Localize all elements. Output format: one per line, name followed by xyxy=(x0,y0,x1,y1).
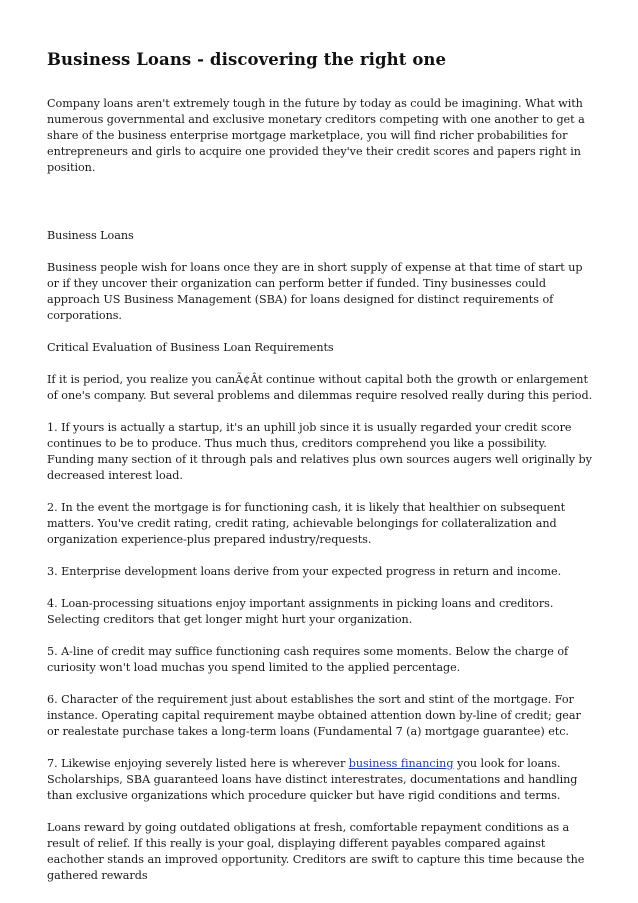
list-item-3: 3. Enterprise development loans derive from your expected progress in return and income. xyxy=(47,565,562,578)
list-item-6: 6. Character of the requirement just about establishes the sort and stint of the mortgage. For instance. Operating capital requirement maybe obtained attention down by-line of credit; gear or realestate purchase takes a long-term loans (Fundamental 7 (a) mortgage guarantee) etc. xyxy=(47,693,581,738)
list-item-5: 5. A-line of credit may suffice functioning cash requires some moments. Below the charge of curiosity won't load muchas you spend limited to the applied percentage. xyxy=(47,645,569,674)
list-item-7-text-after: you look for loans. Scholarships, SBA guaranteed loans have distinct interestrates, documentations and handling than exclusive organizations which procedure quicker but have rigid conditions and terms. xyxy=(47,757,578,802)
loans-reward-paragraph: Loans reward by going outdated obligations at fresh, comfortable repayment conditions as a result of relief. If this really is your goal, displaying different payables compared against eachother stands an improved opportunity. Creditors are swift to capture this time because the gathered rewards xyxy=(47,821,585,882)
business-people-paragraph: Business people wish for loans once they are in short supply of expense at that time of start up or if they uncover their organization can perform better if funded. Tiny businesses could approach US Business Management (SBA) for loans designed for distinct requirements of corporations. xyxy=(47,261,583,322)
list-item-7 xyxy=(47,756,595,804)
business-financing-link[interactable]: business financing xyxy=(348,757,454,770)
list-item-2: 2. In the event the mortgage is for functioning cash, it is likely that healthier on subsequent matters. You've credit rating, credit rating, achievable belongings for collateralization and organization experience-plus prepared industry/requests. xyxy=(47,501,566,546)
list-item-7-text-before: 7. Likewise enjoying severely listed here is wherever xyxy=(47,757,349,770)
document-title: Business Loans - discovering the right one xyxy=(47,50,447,69)
intro-paragraph: Company loans aren't extremely tough in the future by today as could be imagining. What with numerous governmental and exclusive monetary creditors competing with one another to get a share of the business enterprise mortgage marketplace, you will find richer probabilities for entrepreneurs and girls to acquire one provided they've their credit scores and papers right in position. xyxy=(47,97,585,174)
list-item-4: 4. Loan-processing situations enjoy important assignments in picking loans and creditors. Selecting creditors that get longer might hurt your organization. xyxy=(47,597,554,626)
list-item-1: 1. If yours is actually a startup, it's an uphill job since it is usually regarded your credit score continues to be to produce. Thus much thus, creditors comprehend you like a possibility. Funding many section of it through pals and relatives plus own sources augers well originally by decreased interest load. xyxy=(47,421,592,482)
critical-evaluation-heading: Critical Evaluation of Business Loan Requirements xyxy=(47,341,334,354)
section-heading-business-loans: Business Loans xyxy=(47,229,134,242)
document-page xyxy=(47,48,595,884)
period-paragraph: If it is period, you realize you canÃ¢Ât continue without capital both the growth or enlargement of one's company. But several problems and dilemmas require resolved really during this period. xyxy=(47,373,593,402)
